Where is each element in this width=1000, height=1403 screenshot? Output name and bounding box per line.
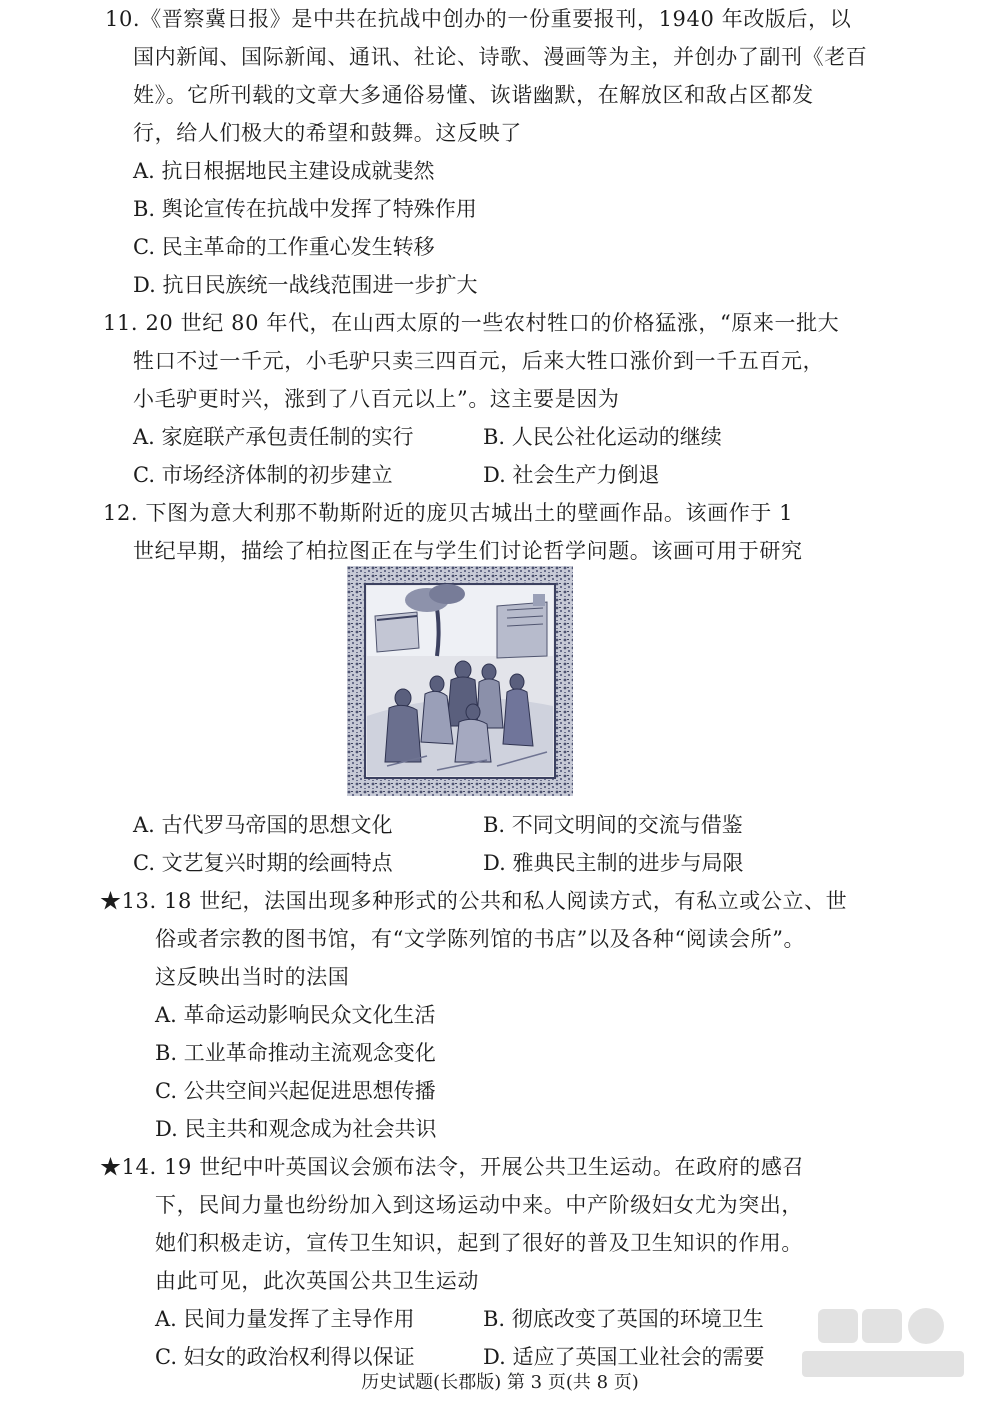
q11-option-b[interactable]: B. 人民公社化运动的继续: [483, 425, 722, 449]
q13-option-d[interactable]: D. 民主共和观念成为社会共识: [155, 1117, 437, 1141]
q12-option-c[interactable]: C. 文艺复兴时期的绘画特点: [133, 851, 393, 875]
q14-option-c[interactable]: C. 妇女的政治权利得以保证: [155, 1345, 415, 1369]
q13-line-3: 这反映出当时的法国: [155, 965, 350, 989]
q10-line-2: 国内新闻、国际新闻、通讯、社论、诗歌、漫画等为主，并创办了副刊《老百: [133, 45, 868, 69]
q10-line-3: 姓》。它所刊载的文章大多通俗易懂、诙谐幽默，在解放区和敌占区都发: [133, 83, 814, 107]
fresco-image: [347, 566, 573, 796]
q13-line-2: 俗或者宗教的图书馆，有“文学陈列馆的书店”以及各种“阅读会所”。: [155, 927, 806, 951]
q14-line-2: 下，民间力量也纷纷加入到这场运动中来。中产阶级妇女尤为突出，: [155, 1193, 803, 1217]
watermark-logo: [798, 1305, 968, 1385]
q10-option-b[interactable]: B. 舆论宣传在抗战中发挥了特殊作用: [133, 197, 477, 221]
q14-option-d[interactable]: D. 适应了英国工业社会的需要: [483, 1345, 765, 1369]
q10-line-1: 10.《晋察冀日报》是中共在抗战中创办的一份重要报刊，1940 年改版后，以: [105, 7, 852, 31]
q13-option-b[interactable]: B. 工业革命推动主流观念变化: [155, 1041, 436, 1065]
q13-line-1: ★13. 18 世纪，法国出现多种形式的公共和私人阅读方式，有私立或公立、世: [100, 889, 848, 913]
q12-line-1: 12. 下图为意大利那不勒斯附近的庞贝古城出土的壁画作品。该画作于 1: [103, 501, 794, 525]
q12-option-b[interactable]: B. 不同文明间的交流与借鉴: [483, 813, 743, 837]
q10-line-4: 行，给人们极大的希望和鼓舞。这反映了: [133, 121, 522, 145]
q10-option-c[interactable]: C. 民主革命的工作重心发生转移: [133, 235, 435, 259]
q12-option-d[interactable]: D. 雅典民主制的进步与局限: [483, 851, 744, 875]
q10-option-a[interactable]: A. 抗日根据地民主建设成就斐然: [133, 159, 435, 183]
page-footer: 历史试题(长郡版) 第 3 页(共 8 页): [361, 1372, 639, 1393]
q14-option-b[interactable]: B. 彻底改变了英国的环境卫生: [483, 1307, 764, 1331]
q14-line-3: 她们积极走访，宣传卫生知识，起到了很好的普及卫生知识的作用。: [155, 1231, 803, 1255]
q14-option-a[interactable]: A. 民间力量发挥了主导作用: [155, 1307, 415, 1331]
q14-line-4: 由此可见，此次英国公共卫生运动: [155, 1269, 479, 1293]
q10-option-d[interactable]: D. 抗日民族统一战线范围进一步扩大: [133, 273, 478, 297]
q11-option-d[interactable]: D. 社会生产力倒退: [483, 463, 660, 487]
q11-line-1: 11. 20 世纪 80 年代，在山西太原的一些农村牲口的价格猛涨，“原来一批大: [103, 311, 840, 335]
q14-line-1: ★14. 19 世纪中叶英国议会颁布法令，开展公共卫生运动。在政府的感召: [100, 1155, 805, 1179]
q13-option-c[interactable]: C. 公共空间兴起促进思想传播: [155, 1079, 436, 1103]
q11-line-3: 小毛驴更时兴，涨到了八百元以上”。这主要是因为: [133, 387, 620, 411]
q11-option-c[interactable]: C. 市场经济体制的初步建立: [133, 463, 393, 487]
q12-option-a[interactable]: A. 古代罗马帝国的思想文化: [133, 813, 393, 837]
q12-line-2: 世纪早期，描绘了柏拉图正在与学生们讨论哲学问题。该画可用于研究: [133, 539, 803, 563]
q13-option-a[interactable]: A. 革命运动影响民众文化生活: [155, 1003, 436, 1027]
q11-option-a[interactable]: A. 家庭联产承包责任制的实行: [133, 425, 414, 449]
q11-line-2: 牲口不过一千元，小毛驴只卖三四百元，后来大牲口涨价到一千五百元，: [133, 349, 825, 373]
